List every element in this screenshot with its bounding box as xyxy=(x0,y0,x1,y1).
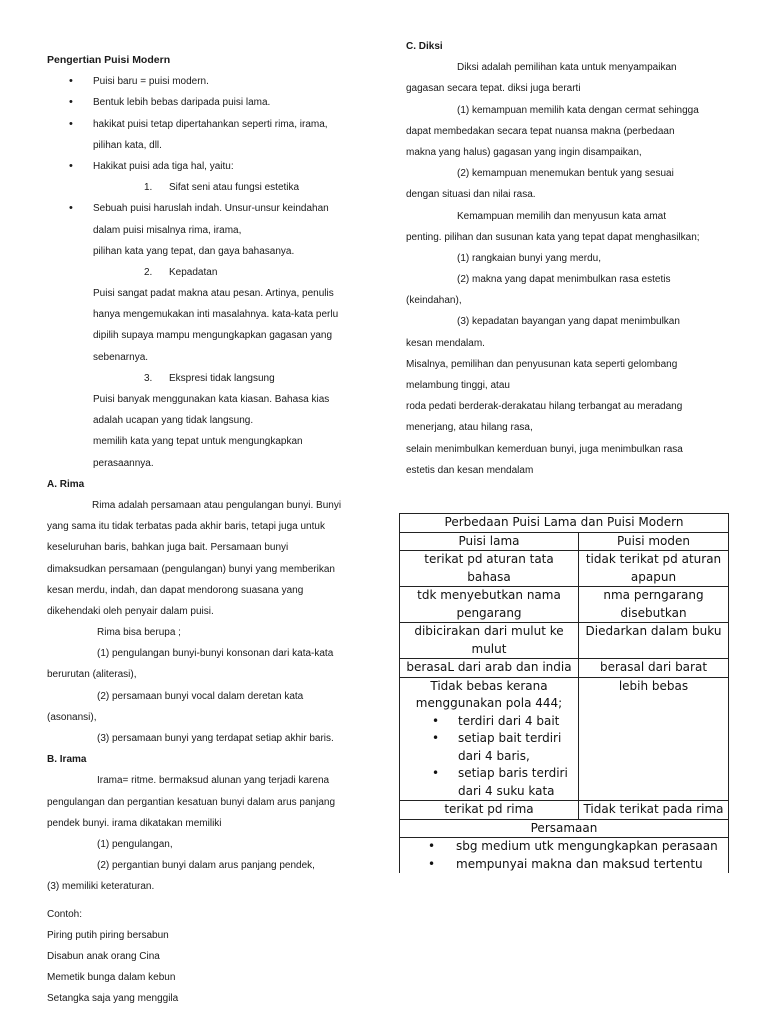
paragraph-line: Puisi sangat padat makna atau pesan. Artinya, penulis xyxy=(93,288,334,300)
paragraph-line: keseluruhan baris, bahkan juga bait. Persamaan bunyi xyxy=(47,542,289,554)
paragraph-line: Puisi banyak menggunakan kata kiasan. Bahasa kias xyxy=(93,394,330,405)
numbered-item-1: 1. Sifat seni atau fungsi estetika xyxy=(144,182,300,194)
persamaan-list xyxy=(404,838,724,873)
paragraph-line: pengulangan dan pergantian kesatuan bunyi dalam arus panjang xyxy=(47,796,336,808)
paragraph-line: (1) pengulangan bunyi-bunyi konsonan dari kata-kata xyxy=(97,648,334,660)
paragraph-line: kesan merdu, indah, dan dapat mendorong suasana yang xyxy=(47,584,304,596)
table-row xyxy=(400,677,729,801)
poem-line: Memetik bunga dalam kebun xyxy=(47,972,176,984)
table-cell: berasal dari barat xyxy=(579,659,729,678)
paragraph-line: (1) rangkaian bunyi yang merdu, xyxy=(457,252,601,264)
table-cell: Diedarkan dalam buku xyxy=(579,623,729,659)
table-cell xyxy=(400,677,579,801)
paragraph-line: dimaksudkan persamaan (pengulangan) bunyi yang memberikan xyxy=(47,563,335,575)
paragraph-line: (2) kemampuan menemukan bentuk yang sesuai xyxy=(457,168,674,180)
paragraph-line: gagasan secara tepat. diksi juga berarti xyxy=(406,83,581,95)
list-item: • setiap baris terdiri dari 4 suku kata xyxy=(404,765,574,800)
paragraph-line: estetis dan kesan mendalam xyxy=(406,464,534,476)
table-persamaan-header: Persamaan xyxy=(400,819,729,838)
paragraph-line: Diksi adalah pemilihan kata untuk menyampaikan xyxy=(457,62,677,74)
list-item: • terdiri dari 4 bait xyxy=(404,713,574,731)
paragraph-line: (2) makna yang dapat menimbulkan rasa estetis xyxy=(457,274,671,286)
paragraph-line: (1) kemampuan memilih kata dengan cermat sehingga xyxy=(457,104,699,116)
poem-line: Piring putih piring bersabun xyxy=(47,929,169,941)
paragraph-line: (2) pergantian bunyi dalam arus panjang pendek, xyxy=(97,860,315,872)
section-heading-diksi: C. Diksi xyxy=(406,41,443,52)
table-header-puisi-lama: Puisi lama xyxy=(400,532,579,551)
paragraph-line: berurutan (aliterasi), xyxy=(47,669,137,681)
table-cell: tidak terikat pd aturan apapun xyxy=(579,551,729,587)
section-heading-irama: B. Irama xyxy=(47,754,87,766)
paragraph-line: (2) persamaan bunyi vocal dalam deretan kata xyxy=(97,690,304,702)
table-row xyxy=(400,801,729,820)
paragraph-line: melambung tinggi, atau xyxy=(406,380,510,391)
list-item-continuation: pilihan kata, dll. xyxy=(93,139,162,151)
paragraph-line: (3) persamaan bunyi yang terdapat setiap akhir baris. xyxy=(97,733,334,744)
table-cell: tdk menyebutkan nama pengarang xyxy=(400,587,579,623)
paragraph-line: roda pedati berderak-derakatau hilang terbangat au meradang xyxy=(406,401,683,413)
list-item: • hakikat puisi tetap dipertahankan seperti rima, irama, xyxy=(47,114,362,135)
table-cell: Tidak terikat pada rima xyxy=(579,801,729,820)
paragraph-line: memilih kata yang tepat untuk mengungkapkan xyxy=(93,436,303,448)
numbered-item-2: 2. Kepadatan xyxy=(144,266,218,278)
paragraph-line: kesan mendalam. xyxy=(406,337,485,349)
table-row xyxy=(400,587,729,623)
paragraph-line: dapat membedakan secara tepat nuansa makna (perbedaan xyxy=(406,125,675,137)
paragraph-line: dengan situasi dan nilai rasa. xyxy=(406,189,536,201)
list-item: • Hakikat puisi ada tiga hal, yaitu: xyxy=(47,156,362,177)
paragraph-line: perasaannya. xyxy=(93,457,154,469)
poem-line: Setangka saja yang menggila xyxy=(47,993,179,1005)
paragraph-line: yang sama itu tidak terbatas pada akhir baris, tetapi juga untuk xyxy=(47,521,325,533)
paragraph-line: dipilih supaya mampu mengungkapkan gagasan yang xyxy=(93,330,333,342)
table-cell: lebih bebas xyxy=(579,677,729,801)
paragraph-line: Irama= ritme. bermaksud alunan yang terjadi karena xyxy=(97,775,330,787)
numbered-item-3: 3. Ekspresi tidak langsung xyxy=(144,372,275,384)
paragraph-line: hanya mengemukakan inti masalahnya. kata-kata perlu xyxy=(93,309,339,321)
paragraph-line: Rima bisa berupa ; xyxy=(97,627,181,639)
list-item: • mempunyai makna dan maksud tertentu xyxy=(404,856,724,874)
table-cell: terikat pd aturan tata bahasa xyxy=(400,551,579,587)
table-cell: nma perngarang disebutkan xyxy=(579,587,729,623)
paragraph-line: makna yang halus) gagasan yang ingin disampaikan, xyxy=(406,146,642,158)
section-title-pengertian: Pengertian Puisi Modern xyxy=(47,54,171,66)
table-row xyxy=(400,623,729,659)
paragraph-line: sebenarnya. xyxy=(93,351,149,363)
list-item: • Puisi baru = puisi modern. xyxy=(47,71,362,92)
paragraph-line: pendek bunyi. irama dikatakan memiliki xyxy=(47,817,222,829)
paragraph-line: (asonansi), xyxy=(47,711,97,723)
list-item: • setiap bait terdiri dari 4 baris, xyxy=(404,730,574,765)
table-cell: berasaL dari arab dan india xyxy=(400,659,579,678)
table-cell: terikat pd rima xyxy=(400,801,579,820)
paragraph-line: pilihan kata yang tepat, dan gaya bahasanya. xyxy=(93,245,295,257)
paragraph-line: adalah ucapan yang tidak langsung. xyxy=(93,415,254,427)
table-cell-list xyxy=(404,713,574,801)
table-persamaan-cell xyxy=(400,838,729,874)
table-header-puisi-moden: Puisi moden xyxy=(579,532,729,551)
paragraph-line: penting. pilihan dan susunan kata yang tepat dapat menghasilkan; xyxy=(406,231,700,243)
poem-line: Disabun anak orang Cina xyxy=(47,950,160,962)
paragraph-line: (1) pengulangan, xyxy=(97,838,173,850)
paragraph-line: Kemampuan memilih dan menyusun kata amat xyxy=(457,210,666,222)
paragraph-line: dalam puisi misalnya rima, irama, xyxy=(93,224,242,236)
paragraph-line: (keindahan), xyxy=(406,295,462,307)
right-column xyxy=(406,36,721,481)
table-title: Perbedaan Puisi Lama dan Puisi Modern xyxy=(400,514,729,533)
comparison-table xyxy=(399,513,729,873)
paragraph-line: dikehendaki oleh penyair dalam puisi. xyxy=(47,605,214,617)
paragraph-line: menerjang, atau hilang rasa, xyxy=(406,422,533,434)
paragraph-line: (3) memiliki keteraturan. xyxy=(47,881,155,893)
left-column xyxy=(47,50,362,1009)
paragraph-line: • Sebuah puisi haruslah indah. Unsur-unsur keindahan xyxy=(47,198,362,219)
contoh-label: Contoh: xyxy=(47,908,83,920)
paragraph-line: selain menimbulkan kemerduan bunyi, juga menimbulkan rasa xyxy=(406,443,683,455)
paragraph-line: Misalnya, pemilihan dan penyusunan kata seperti gelombang xyxy=(406,358,678,370)
paragraph-line: Rima adalah persamaan atau pengulangan bunyi. Bunyi xyxy=(92,499,342,511)
paragraph-line: (3) kepadatan bayangan yang dapat menimbulkan xyxy=(457,316,680,328)
table-cell-intro: Tidak bebas kerana menggunakan pola 444; xyxy=(415,678,563,710)
list-item: • sbg medium utk mengungkapkan perasaan xyxy=(404,838,724,856)
table-row xyxy=(400,551,729,587)
list-item: • Bentuk lebih bebas daripada puisi lama. xyxy=(47,92,362,113)
table-row xyxy=(400,659,729,678)
section-heading-rima: A. Rima xyxy=(47,478,85,490)
table-cell: dibicirakan dari mulut ke mulut xyxy=(400,623,579,659)
